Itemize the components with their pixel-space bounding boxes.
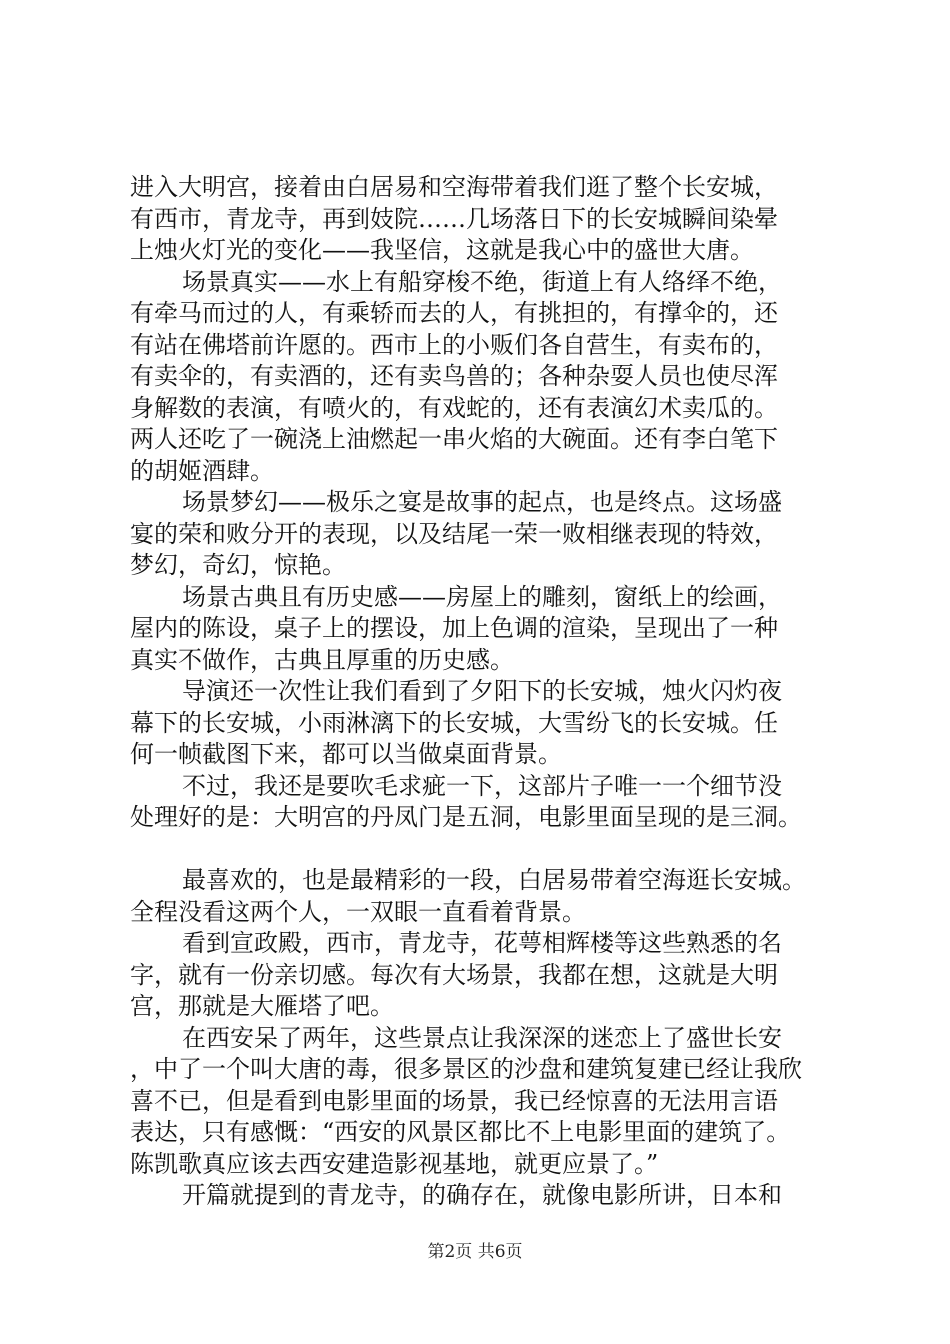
text-line: 上烛火灯光的变化——我坚信，这就是我心中的盛世大唐。 [130,236,754,264]
paragraph-start-line: 场景真实——水上有船穿梭不绝，街道上有人络绎不绝， [182,267,782,296]
text-line: 陈凯歌真应该去西安建造影视基地，就更应景了。” [130,1149,659,1178]
text-line: 喜不已，但是看到电影里面的场景，我已经惊喜的无法用言语 [130,1086,778,1115]
text-line: 身解数的表演，有喷火的，有戏蛇的，还有表演幻术卖瓜的。 [130,393,778,422]
blank-line [130,834,850,866]
text-line: 幕下的长安城，小雨淋漓下的长安城，大雪纷飞的长安城。任 [130,708,778,737]
text-line: 字，就有一份亲切感。每次有大场景，我都在想，这就是大明 [130,960,778,989]
text-line: 进入大明宫，接着由白居易和空海带着我们逛了整个长安城， [130,173,778,201]
text-line: 处理好的是：大明宫的丹凤门是五洞，电影里面呈现的是三洞。 [130,803,802,831]
text-line: 有西市，青龙寺，再到妓院……几场落日下的长安城瞬间染晕 [130,204,778,233]
page-number-label: 第2页 共6页 [427,1242,523,1262]
text-line: 表达，只有感慨：“西安的风景区都比不上电影里面的建筑了。 [130,1118,791,1146]
text-line: 有牵马而过的人，有乘轿而去的人，有挑担的，有撑伞的，还 [130,299,778,327]
paragraph-start-line: 场景梦幻——极乐之宴是故事的起点，也是终点。这场盛 [182,488,782,516]
paragraph-start-line: 看到宣政殿，西市，青龙寺，花萼相辉楼等这些熟悉的名 [182,929,782,957]
text-line: 梦幻，奇幻，惊艳。 [130,551,346,579]
text-line: 两人还吃了一碗浇上油燃起一串火焰的大碗面。还有李白笔下 [130,425,778,453]
paragraph-start-line: 最喜欢的，也是最精彩的一段，白居易带着空海逛长安城。 [182,866,806,894]
paragraph-start-line: 在西安呆了两年，这些景点让我深深的迷恋上了盛世长安 [182,1023,782,1052]
text-line: 的胡姬酒肆。 [130,456,274,485]
paragraph-start-line: 场景古典且有历史感——房屋上的雕刻，窗纸上的绘画， [182,582,782,611]
text-line: ，中了一个叫大唐的毒，很多景区的沙盘和建筑复建已经让我欣 [130,1055,802,1083]
page-footer [0,1240,950,1264]
article-body [130,172,850,1212]
text-line: 何一帧截图下来，都可以当做桌面背景。 [130,740,562,768]
text-line: 宴的荣和败分开的表现，以及结尾一荣一败相继表现的特效， [130,519,778,548]
text-line: 全程没看这两个人，一双眼一直看着背景。 [130,897,586,926]
text-line: 真实不做作，古典且厚重的历史感。 [130,645,514,674]
paragraph-start-line: 开篇就提到的青龙寺，的确存在，就像电影所讲，日本和 [182,1181,782,1209]
text-line: 屋内的陈设，桌子上的摆设，加上色调的渲染，呈现出了一种 [130,614,778,642]
paragraph-start-line: 不过，我还是要吹毛求疵一下，这部片子唯一一个细节没 [182,771,782,800]
text-line: 有站在佛塔前许愿的。西市上的小贩们各自营生，有卖布的， [130,330,778,359]
text-line: 宫，那就是大雁塔了吧。 [130,992,394,1020]
paragraph-start-line: 导演还一次性让我们看到了夕阳下的长安城，烛火闪灼夜 [182,677,782,705]
text-line: 有卖伞的，有卖酒的，还有卖鸟兽的；各种杂耍人员也使尽浑 [130,362,778,390]
